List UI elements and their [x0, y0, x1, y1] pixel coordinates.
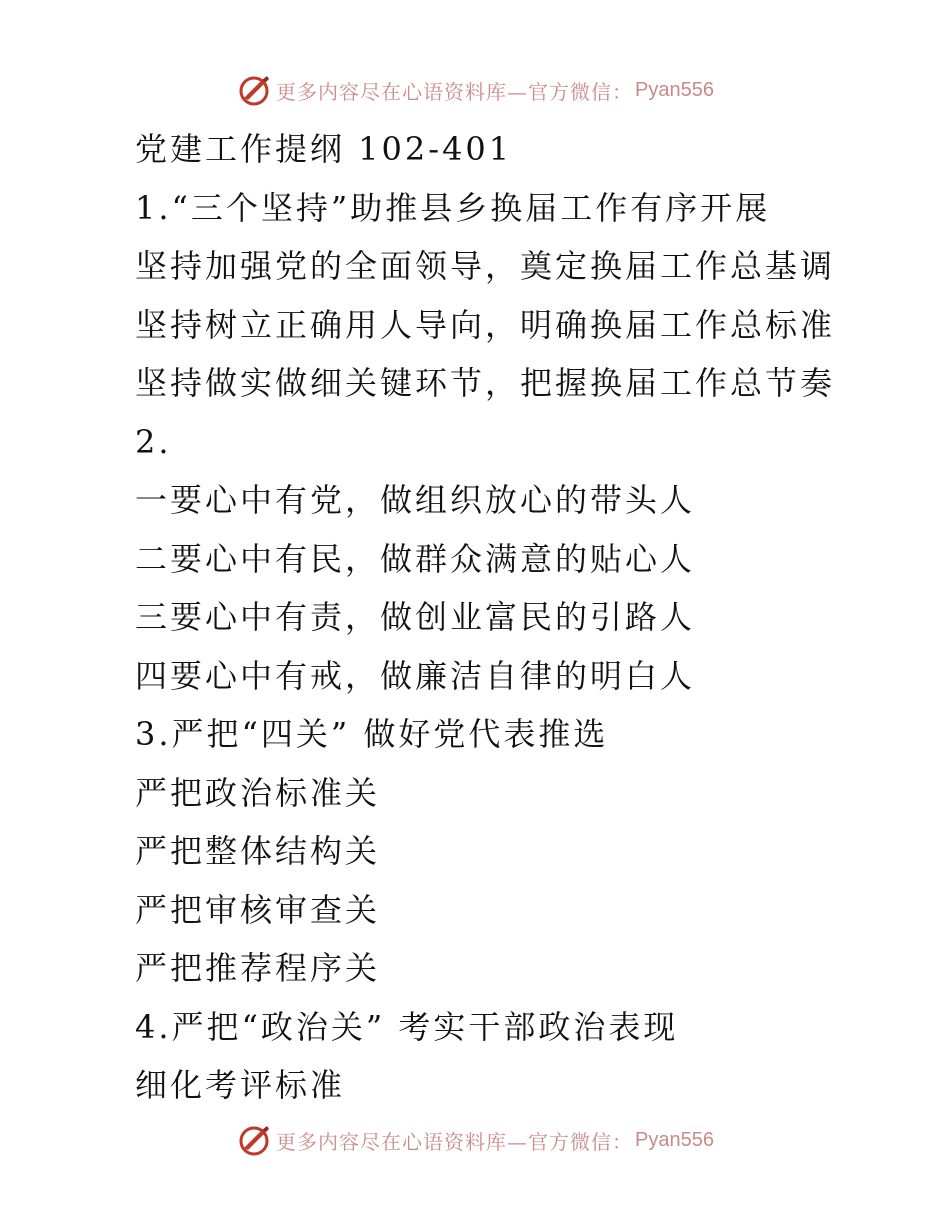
text-line: 四要心中有戒，做廉洁自律的明白人 [135, 656, 696, 695]
watermark-logo-icon [236, 1122, 272, 1158]
watermark-wechat-id: Pyan556 [635, 78, 714, 101]
watermark-text: 更多内容尽在心语资料库—官方微信： [276, 1129, 634, 1154]
document-body [135, 120, 935, 1115]
text-line: 二要心中有民，做群众满意的贴心人 [135, 539, 696, 578]
watermark-wechat-id: Pyan556 [635, 1128, 714, 1151]
watermark-logo-icon [236, 72, 272, 108]
text-line: 坚持树立正确用人导向，明确换届工作总标准 [135, 305, 836, 344]
text-line: 细化考评标准 [135, 1066, 346, 1104]
text-line: 坚持做实做细关键环节，把握换届工作总节奏 [135, 364, 836, 402]
footer-watermark [0, 1120, 950, 1160]
section-heading-4: 4.严把“政治关” 考实干部政治表现 [135, 1007, 679, 1046]
text-line: 严把审核审查关 [135, 890, 381, 929]
header-watermark [0, 70, 950, 110]
text-line: 三要心中有责，做创业富民的引路人 [135, 598, 696, 636]
doc-title: 党建工作提纲 102-401 [135, 130, 513, 168]
section-heading-2: 2. [135, 422, 172, 461]
text-line: 严把政治标准关 [135, 773, 381, 812]
text-line: 坚持加强党的全面领导，奠定换届工作总基调 [135, 247, 836, 285]
watermark-text: 更多内容尽在心语资料库—官方微信： [276, 79, 634, 104]
section-heading-3: 3.严把“四关” 做好党代表推选 [135, 715, 609, 753]
text-line: 一要心中有党，做组织放心的带头人 [135, 481, 696, 519]
text-line: 严把推荐程序关 [135, 949, 381, 987]
section-heading-1: 1.“三个坚持”助推县乡换届工作有序开展 [135, 188, 771, 227]
text-line: 严把整体结构关 [135, 832, 381, 870]
